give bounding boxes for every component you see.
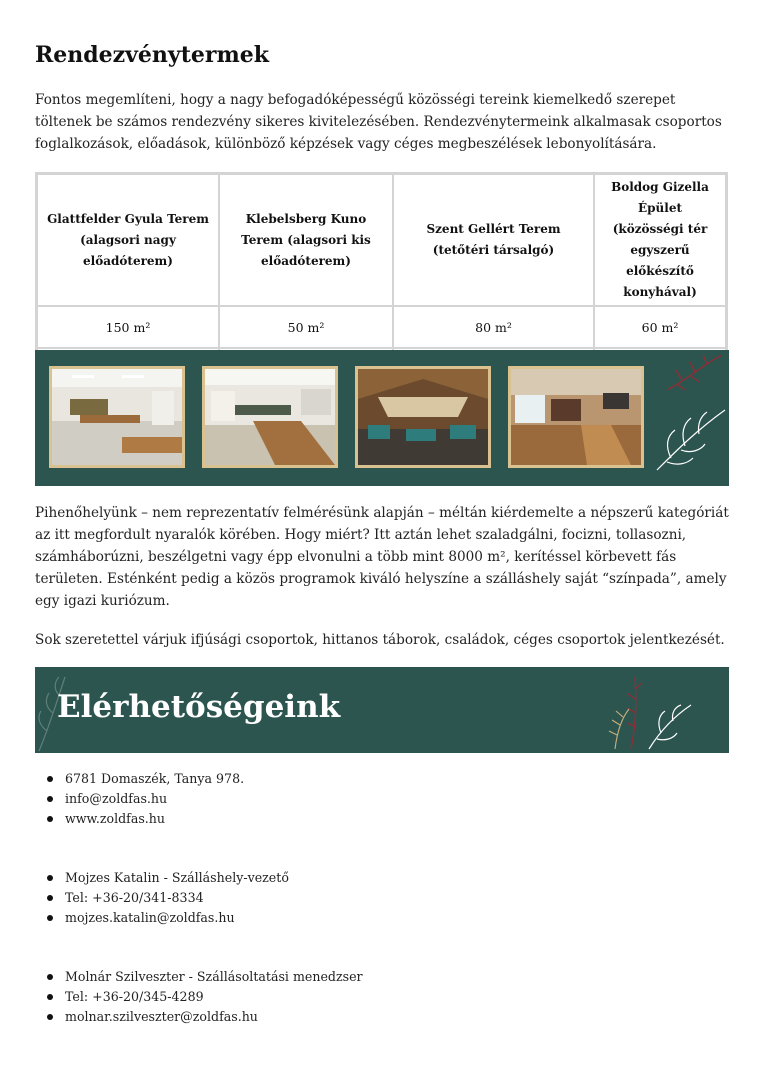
area-cell: 60 m² <box>594 306 726 348</box>
phone-item: Tel: +36-20/341-8334 <box>45 888 289 908</box>
booking-contact-list <box>45 967 363 1027</box>
leaf-decoration-icon <box>647 350 729 486</box>
attic-lounge-photo <box>355 366 491 468</box>
photo-band <box>35 350 729 486</box>
lecture-hall-photo <box>49 366 185 468</box>
invite-paragraph: Sok szeretettel várjuk ifjúsági csoportok, hittanos táborok, családok, céges csoportok jelentkezését. <box>35 632 725 648</box>
website-link[interactable]: www.zoldfas.hu <box>45 809 244 829</box>
table-header-row <box>37 174 726 306</box>
body-paragraph: Pihenőhelyünk – nem reprezentatív felmérésünk alapján – méltán kiérdemelte a népszerű kategóriát az itt megfordult nyaralók körében. Hogy miért? Itt aztán lehet szaladgálni, focizni, tollasozni, számháborúzni, beszélgetni vagy épp elvonulni a több mint 8000 m², kerítéssel körbevett fás területen. Esténként pedig a közös programok kiváló helyszíne a szálláshely saját “színpada”, amely egy igazi kuriózum. <box>35 505 729 609</box>
email-link[interactable]: mojzes.katalin@zoldfas.hu <box>45 908 289 928</box>
classroom-photo <box>202 366 338 468</box>
email-link[interactable]: molnar.szilveszter@zoldfas.hu <box>45 1007 363 1027</box>
table-row-area <box>37 306 726 348</box>
area-cell: 50 m² <box>219 306 393 348</box>
hall-header-cell: Boldog Gizella Épület (közösségi tér egyszerű előkészítő konyhával) <box>594 174 726 306</box>
area-cell: 80 m² <box>393 306 594 348</box>
area-cell: 150 m² <box>37 306 219 348</box>
community-hall-photo <box>508 366 644 468</box>
contact-title: Elérhetőségeink <box>57 689 341 725</box>
address-item: 6781 Domaszék, Tanya 978. <box>45 769 244 789</box>
hall-header-cell: Glattfelder Gyula Terem (alagsori nagy előadóterem) <box>37 174 219 306</box>
section-title: Rendezvénytermek <box>35 42 269 68</box>
hall-header-cell: Szent Gellért Terem (tetőtéri társalgó) <box>393 174 594 306</box>
email-link[interactable]: info@zoldfas.hu <box>45 789 244 809</box>
hall-header-cell: Klebelsberg Kuno Terem (alagsori kis előadóterem) <box>219 174 393 306</box>
phone-item: Tel: +36-20/345-4289 <box>45 987 363 1007</box>
intro-paragraph: Fontos megemlíteni, hogy a nagy befogadóképességű közösségi tereink kiemelkedő szerepet töltenek be számos rendezvény sikeres kivitelezésében. Rendezvénytermeink alkalmasak csoportos foglalkozások, előadások, különböző képzések vagy céges megbeszélések lebonyolítására. <box>35 92 722 152</box>
contact-name-item: Mojzes Katalin - Szálláshely-vezető <box>45 868 289 888</box>
general-contact-list <box>45 769 244 829</box>
contact-banner <box>35 667 729 753</box>
manager-contact-list <box>45 868 289 928</box>
contact-name-item: Molnár Szilveszter - Szállásoltatási menedzser <box>45 967 363 987</box>
leaf-decoration-icon <box>595 669 695 753</box>
